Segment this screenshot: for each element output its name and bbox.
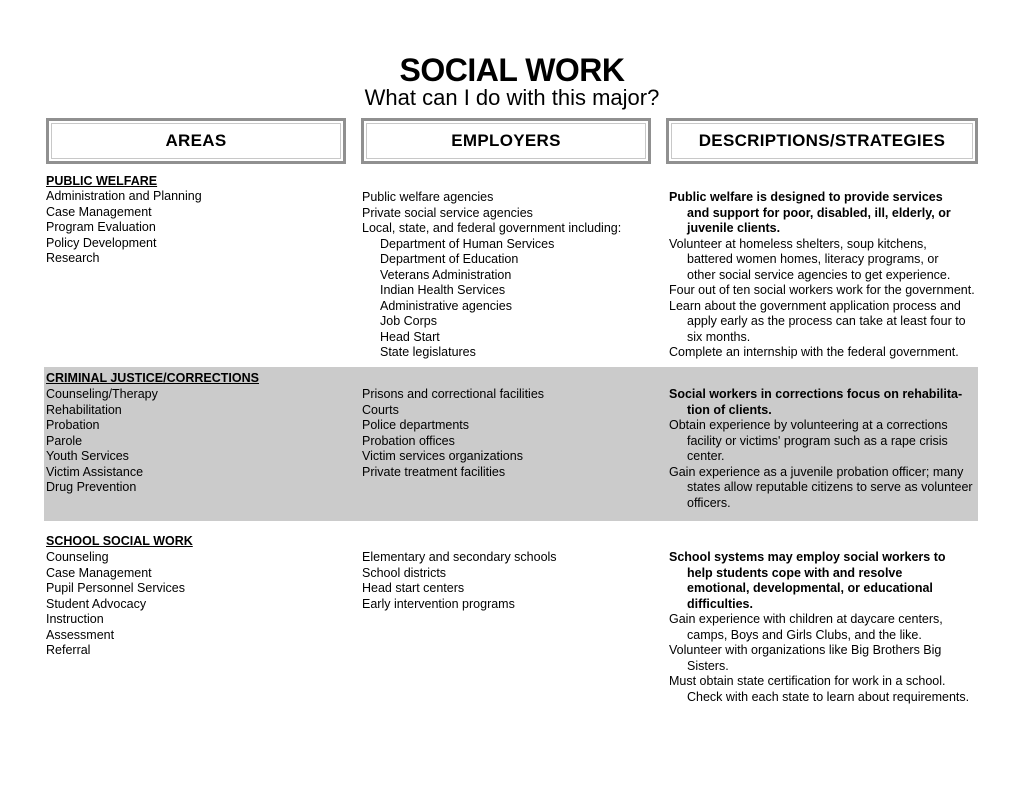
column-header-descriptions [666,118,978,164]
descriptions-criminal-justice [669,387,973,511]
employer-item: Victim services organizations [362,449,523,463]
area-item: Policy Development [46,235,157,250]
areas-list-public-welfare [46,189,202,267]
employer-item: Prisons and correctional facilities [362,387,545,401]
column-header-areas [46,118,346,164]
column-header-employers-label: EMPLOYERS [451,131,561,150]
area-item: Research [46,251,100,265]
area-item: Program Evaluation [46,220,156,234]
employers-list-criminal-justice [362,387,544,480]
description-line: Must obtain state certification for work in a school. [669,674,946,688]
area-item: Drug Prevention [46,480,137,494]
employer-item: Police departments [362,418,470,432]
description-line: Obtain experience by volunteering at a corrections [669,418,948,432]
description-line: facility or victims' program such as a rape crisis [687,433,948,448]
column-header-employers [361,118,651,164]
employer-item: Public welfare agencies [362,190,494,204]
employer-item: State legislatures [380,345,476,359]
description-line: School systems may employ social workers to [669,550,946,564]
employer-item: Head start centers [362,581,465,595]
descriptions-school-social-work [669,550,969,705]
description-line: Gain experience with children at daycare centers, [669,612,943,626]
description-line: Learn about the government application process and [669,298,961,313]
description-line: Sisters. [687,658,729,673]
description-line: tion of clients. [687,402,772,417]
areas-list-criminal-justice [46,387,158,496]
description-line: states allow reputable citizens to serve as volunteer [687,480,973,494]
employer-item: Job Corps [380,314,437,328]
area-item: Counseling [46,550,109,564]
employer-item: Early intervention programs [362,596,515,611]
column-header-areas-label: AREAS [165,131,227,150]
area-item: Rehabilitation [46,402,122,417]
description-line: and support for poor, disabled, ill, elderly, or [687,205,951,220]
employer-item: Courts [362,402,399,417]
description-line: emotional, developmental, or educational [687,581,933,595]
area-item: Case Management [46,204,152,219]
area-item: Victim Assistance [46,464,144,479]
section-title: SCHOOL SOCIAL WORK [46,534,193,548]
area-item: Assessment [46,627,115,642]
employer-item: Private treatment facilities [362,464,506,479]
areas-list-school-social-work [46,550,185,659]
area-item: Pupil Personnel Services [46,581,185,595]
employer-item: Elementary and secondary schools [362,550,557,564]
column-header-descriptions-label: DESCRIPTIONS/STRATEGIES [698,131,946,150]
section-title: CRIMINAL JUSTICE/CORRECTIONS [46,371,259,385]
description-line: battered women homes, literacy programs, or [687,252,939,266]
description-line: juvenile clients. [687,221,781,235]
area-item: Administration and Planning [46,189,202,203]
area-item: Student Advocacy [46,596,147,611]
employer-item: Veterans Administration [380,267,512,282]
description-line: Volunteer at homeless shelters, soup kitchens, [669,236,927,251]
employers-list-public-welfare [362,190,621,361]
employer-item: Local, state, and federal government including: [362,221,622,235]
description-line: officers. [687,495,731,510]
description-line: Complete an internship with the federal government. [669,345,959,359]
description-line: difficulties. [687,596,753,611]
description-line: camps, Boys and Girls Clubs, and the like. [687,627,922,642]
description-line: Four out of ten social workers work for the government. [669,283,975,297]
descriptions-public-welfare [669,190,975,361]
employer-item: Indian Health Services [380,283,506,297]
area-item: Probation [46,418,100,432]
area-item: Counseling/Therapy [46,387,158,401]
area-item: Instruction [46,612,104,626]
employer-item: School districts [362,565,447,580]
description-line: center. [687,449,725,463]
employer-item: Administrative agencies [380,298,513,313]
description-line: Social workers in corrections focus on rehabilita- [669,387,963,401]
area-item: Parole [46,433,83,448]
employer-item: Head Start [380,329,440,344]
area-item: Youth Services [46,449,129,463]
description-line: six months. [687,329,751,344]
area-item: Case Management [46,565,152,580]
description-line: Public welfare is designed to provide services [669,190,943,204]
employer-item: Private social service agencies [362,205,533,220]
description-line: Gain experience as a juvenile probation officer; many [669,464,964,479]
area-item: Referral [46,643,91,657]
employer-item: Probation offices [362,433,455,448]
description-line: help students cope with and resolve [687,565,903,580]
page-title: SOCIAL WORK [399,52,625,88]
employer-item: Department of Education [380,252,519,266]
description-line: Check with each state to learn about requirements. [687,689,970,704]
section-title: PUBLIC WELFARE [46,174,158,188]
description-line: apply early as the process can take at least four to [687,314,966,328]
employers-list-school-social-work [362,550,557,612]
page-subtitle: What can I do with this major? [364,85,660,110]
description-line: Volunteer with organizations like Big Brothers Big [669,643,942,657]
employer-item: Department of Human Services [380,236,555,251]
description-line: other social service agencies to get experience. [687,267,951,282]
